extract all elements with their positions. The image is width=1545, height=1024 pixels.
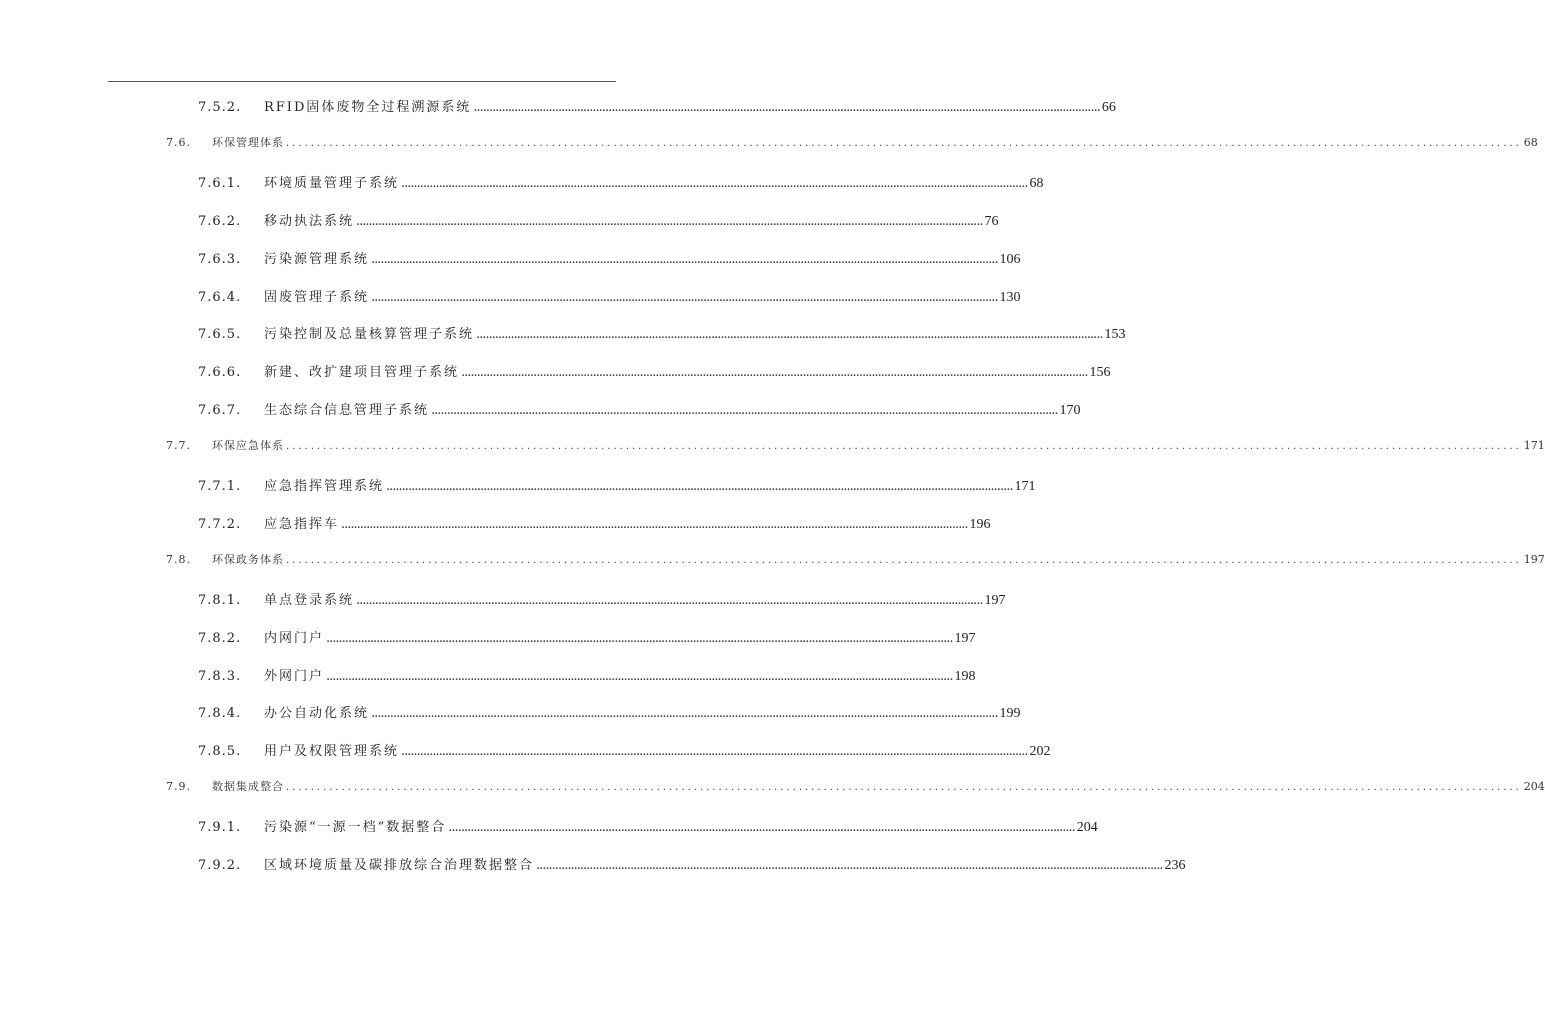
toc-entry-title: 环保管理体系 [212, 135, 284, 149]
toc-entry-title: 生态综合信息管理子系统 [264, 403, 430, 419]
toc-entry-page-number: 197 [1523, 552, 1545, 566]
toc-entry-number: 7.5.2. [198, 100, 242, 115]
toc-dot-leader: ........................................................................................................................................................................................................ [326, 630, 953, 646]
toc-entry-title: 单点登录系统 [264, 592, 355, 608]
toc-entry-page-number: 171 [1014, 479, 1036, 494]
toc-entry[interactable] [198, 589, 1006, 609]
toc-entry-page-number: 153 [1104, 327, 1126, 343]
toc-entry-page-number: 106 [999, 251, 1021, 267]
toc-entry-number: 7.9.2. [198, 858, 242, 873]
toc-entry-title: 环保应急体系 [212, 439, 284, 453]
toc-dot-leader: ........................................................................................................................................................................................................ [371, 251, 998, 267]
toc-entry-number: 7.6.5. [198, 327, 242, 343]
toc-entry-number: 7.6.4. [198, 289, 242, 305]
toc-entry-title: 数据集成整合 [212, 780, 284, 794]
toc-entry-title: 内网门户 [264, 630, 325, 646]
toc-entry-page-number: 156 [1089, 365, 1111, 381]
toc-entry-number: 7.8.5. [198, 744, 242, 760]
toc-entry-page-number: 204 [1523, 780, 1545, 794]
toc-dot-leader: ........................................................................................................................................................................................................ [476, 327, 1103, 343]
toc-entry[interactable] [198, 702, 1021, 722]
toc-dot-leader: ........................................................................................................................................................................................................ [371, 289, 998, 305]
toc-entry-page-number: 68 [1523, 135, 1538, 149]
toc-entry-number: 7.6.3. [198, 251, 242, 267]
toc-dot-leader: ........................................................................................................................................................................................................ [386, 479, 1013, 494]
toc-entry-title: 外网门户 [264, 668, 325, 684]
toc-entry-number: 7.9. [166, 780, 191, 794]
toc-entry[interactable] [198, 172, 1044, 192]
toc-entry[interactable] [198, 399, 1081, 419]
toc-entry-number: 7.9.1. [198, 820, 242, 836]
toc-dot-leader: ........................................................................................................................................................................................................ [473, 100, 1100, 115]
toc-entry-number: 7.7. [166, 439, 191, 453]
toc-entry-title: 用户及权限管理系统 [264, 744, 400, 760]
toc-entry-page-number: 199 [999, 706, 1021, 722]
toc-entry-title: 区域环境质量及碳排放综合治理数据整合 [264, 858, 535, 873]
toc-entry[interactable] [198, 665, 976, 685]
toc-dot-leader: ........................................................................................................................................................................................................ [461, 365, 1088, 381]
toc-entry-title: 移动执法系统 [264, 213, 355, 229]
toc-entry-page-number: 76 [984, 213, 999, 229]
toc-entry-number: 7.8.2. [198, 630, 242, 646]
toc-dot-leader: ........................................................................................................................................................................................................ [286, 554, 1522, 566]
toc-dot-leader: ........................................................................................................................................................................................................ [341, 516, 968, 532]
toc-dot-leader: ........................................................................................................................................................................................................ [401, 744, 1028, 760]
toc-entry-title: 办公自动化系统 [264, 706, 370, 722]
toc-entry[interactable] [198, 210, 999, 230]
toc-dot-leader: ........................................................................................................................................................................................................ [356, 213, 983, 229]
toc-dot-leader: ........................................................................................................................................................................................................ [448, 820, 1075, 836]
toc-entry-number: 7.7.2. [198, 516, 242, 532]
toc-entry-page-number: 68 [1029, 175, 1044, 191]
toc-entry[interactable] [198, 475, 1036, 495]
toc-entry-title: RFID固体废物全过程溯源系统 [264, 100, 472, 115]
toc-entry-number: 7.6.2. [198, 213, 242, 229]
toc-dot-leader: ........................................................................................................................................................................................................ [536, 858, 1163, 873]
toc-entry-page-number: 170 [1059, 403, 1081, 419]
toc-dot-leader: ........................................................................................................................................................................................................ [286, 441, 1522, 453]
toc-entry-page-number: 202 [1029, 744, 1051, 760]
toc-entry-page-number: 198 [954, 668, 976, 684]
toc-entry-page-number: 66 [1101, 100, 1116, 115]
toc-entry-title: 环境质量管理子系统 [264, 175, 400, 191]
toc-entry-title: 污染控制及总量核算管理子系统 [264, 327, 475, 343]
toc-entry-number: 7.6.7. [198, 403, 242, 419]
toc-dot-leader: ........................................................................................................................................................................................................ [371, 706, 998, 722]
toc-entry-number: 7.6.6. [198, 365, 242, 381]
toc-entry-title: 污染源管理系统 [264, 251, 370, 267]
toc-entry-page-number: 171 [1523, 439, 1545, 453]
toc-entry[interactable] [166, 778, 1545, 794]
toc-dot-leader: ........................................................................................................................................................................................................ [286, 782, 1522, 794]
header-rule [108, 81, 616, 82]
toc-entry-page-number: 197 [984, 592, 1006, 608]
toc-entry-page-number: 196 [969, 516, 991, 532]
toc-entry-title: 新建、改扩建项目管理子系统 [264, 365, 460, 381]
toc-dot-leader: ........................................................................................................................................................................................................ [286, 137, 1522, 149]
toc-entry-title: 固废管理子系统 [264, 289, 370, 305]
toc-entry[interactable] [198, 854, 1186, 874]
toc-entry-page-number: 204 [1076, 820, 1098, 836]
toc-entry[interactable] [166, 551, 1545, 567]
toc-entry-page-number: 130 [999, 289, 1021, 305]
toc-entry-page-number: 197 [954, 630, 976, 646]
toc-entry-number: 7.6. [166, 135, 191, 149]
toc-dot-leader: ........................................................................................................................................................................................................ [326, 668, 953, 684]
toc-entry[interactable] [198, 816, 1098, 836]
toc-entry[interactable] [198, 513, 991, 533]
toc-entry-number: 7.8.3. [198, 668, 242, 684]
toc-dot-leader: ........................................................................................................................................................................................................ [356, 592, 983, 608]
toc-entry-title: 环保政务体系 [212, 552, 284, 566]
toc-entry-page-number: 236 [1164, 858, 1186, 873]
toc-entry-number: 7.8.4. [198, 706, 242, 722]
toc-entry[interactable] [198, 248, 1021, 268]
toc-entry[interactable] [166, 437, 1545, 453]
toc-entry[interactable] [198, 740, 1051, 760]
toc-entry[interactable] [198, 361, 1111, 381]
toc-entry-title: 应急指挥管理系统 [264, 479, 385, 494]
toc-entry[interactable] [166, 134, 1538, 150]
toc-entry-number: 7.8. [166, 552, 191, 566]
toc-entry[interactable] [198, 286, 1021, 306]
toc-entry[interactable] [198, 96, 1116, 116]
toc-entry-title: 应急指挥车 [264, 516, 340, 532]
toc-entry[interactable] [198, 627, 976, 647]
toc-entry-title: 污染源“一源一档”数据整合 [264, 820, 447, 836]
toc-entry-number: 7.6.1. [198, 175, 242, 191]
toc-entry-number: 7.8.1. [198, 592, 242, 608]
toc-dot-leader: ........................................................................................................................................................................................................ [401, 175, 1028, 191]
toc-entry[interactable] [198, 323, 1126, 343]
toc-dot-leader: ........................................................................................................................................................................................................ [431, 403, 1058, 419]
toc-entry-number: 7.7.1. [198, 479, 242, 494]
